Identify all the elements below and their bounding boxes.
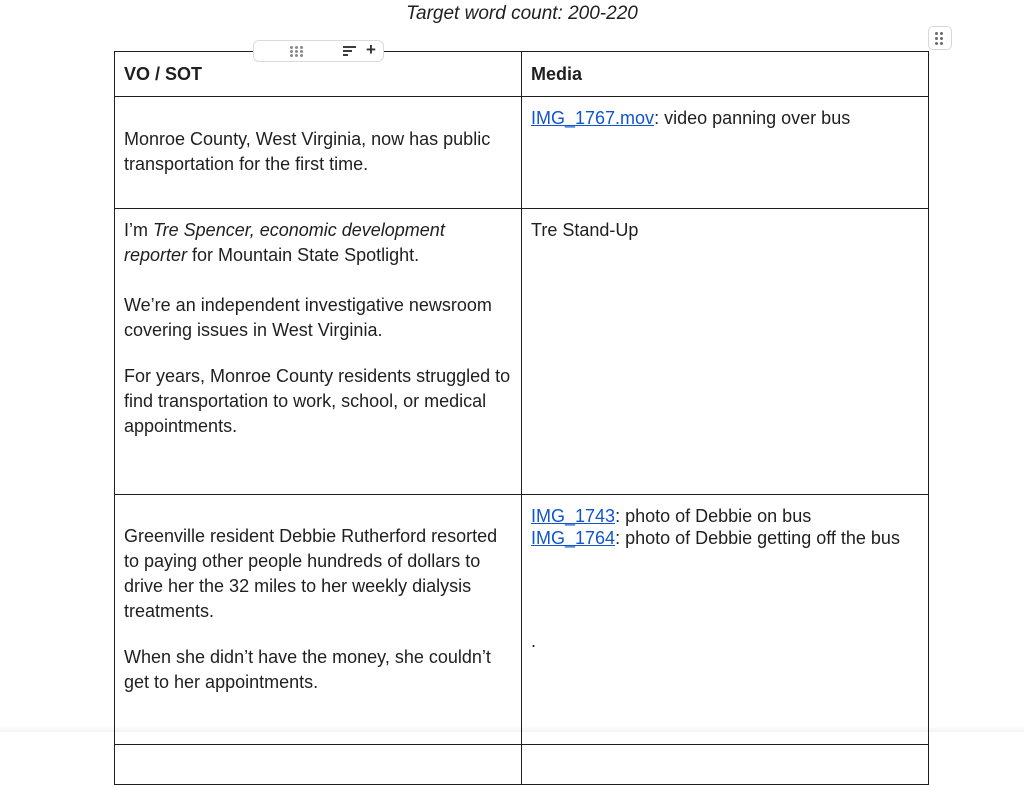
vo-text: Greenville resident Debbie Rutherford resorted to paying other people hundreds of dollars to drive her the 32 miles to her weekly dialysis treatments. <box>124 526 498 621</box>
add-row-icon[interactable]: + <box>366 40 376 59</box>
media-desc: : photo of Debbie getting off the bus <box>615 528 900 548</box>
vo-cell[interactable] <box>115 745 522 785</box>
target-word-count: Target word count: 200-220 <box>406 3 638 24</box>
script-table <box>114 51 929 785</box>
column-header-vo[interactable]: VO / SOT <box>115 52 522 97</box>
table-toolbar[interactable] <box>253 40 384 62</box>
page-edge <box>0 726 1024 732</box>
table-drag-icon[interactable] <box>290 46 303 57</box>
media-dot: . <box>531 631 537 651</box>
media-text: Tre Stand-Up <box>531 220 639 240</box>
vo-cell[interactable] <box>115 97 522 209</box>
media-desc: : photo of Debbie on bus <box>615 506 812 526</box>
media-link[interactable]: IMG_1764 <box>531 528 616 548</box>
vo-cell[interactable] <box>115 209 522 495</box>
media-link[interactable]: IMG_1767.mov <box>531 108 655 128</box>
vo-text: I’m Tre Spencer, economic development reporter for Mountain State Spotlight. <box>124 220 445 265</box>
media-cell[interactable] <box>522 97 929 209</box>
table-row <box>115 745 929 785</box>
vo-text: When she didn’t have the money, she couldn’t get to her appointments. <box>124 647 491 692</box>
media-link[interactable]: IMG_1743 <box>531 506 616 526</box>
vo-text: Monroe County, West Virginia, now has public transportation for the first time. <box>124 129 491 174</box>
media-desc: : video panning over bus <box>654 108 851 128</box>
table-header-row <box>115 52 929 97</box>
table-row <box>115 495 929 745</box>
sort-icon[interactable] <box>343 46 356 56</box>
table-row <box>115 97 929 209</box>
media-cell[interactable] <box>522 495 929 745</box>
vo-text: We’re an independent investigative newsroom covering issues in West Virginia. <box>124 295 492 340</box>
column-header-media[interactable]: Media <box>522 52 929 97</box>
table-row <box>115 209 929 495</box>
vo-text: For years, Monroe County residents struggled to find transportation to work, school, or medical appointments. <box>124 366 511 436</box>
media-cell[interactable] <box>522 209 929 495</box>
media-cell[interactable] <box>522 745 929 785</box>
drag-handle-icon[interactable] <box>928 26 952 50</box>
vo-cell[interactable] <box>115 495 522 745</box>
